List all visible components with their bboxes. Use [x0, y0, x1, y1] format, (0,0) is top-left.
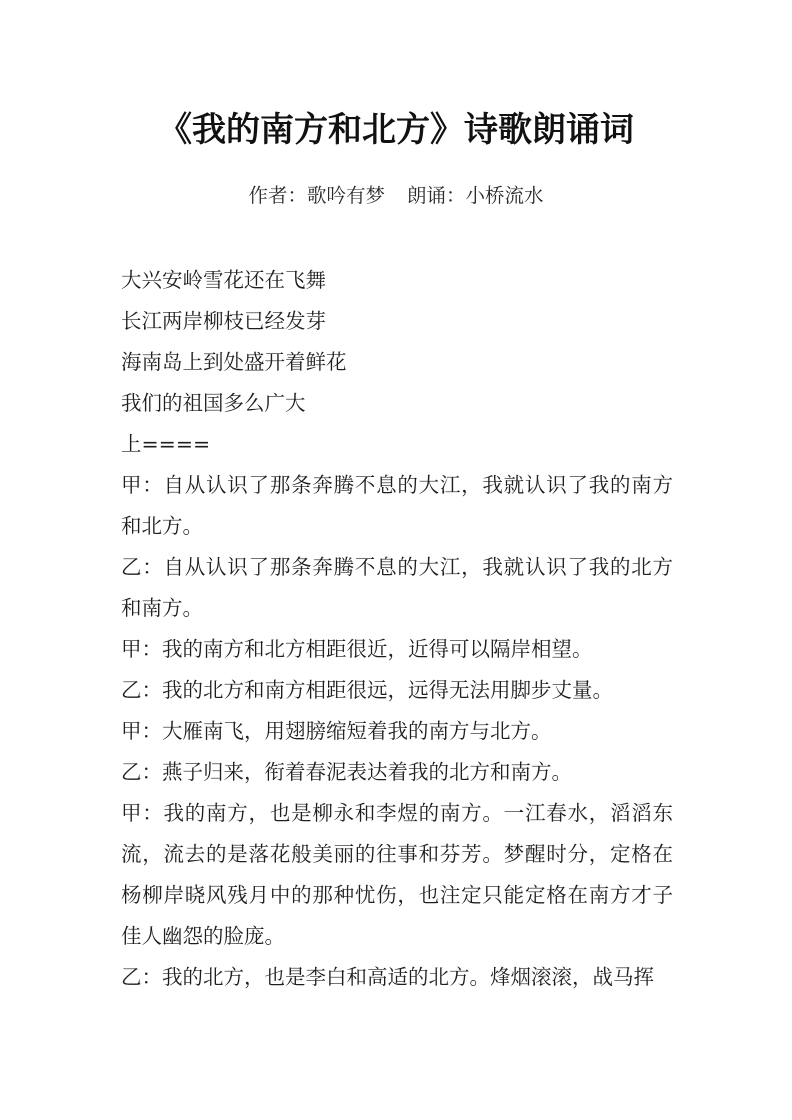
dialogue-paragraph: 甲：我的南方和北方相距很近，近得可以隔岸相望。	[121, 637, 593, 661]
section-marker: 上====	[121, 432, 211, 456]
author-name: 歌吟有梦	[306, 184, 385, 207]
document-title: 《我的南方和北方》诗歌朗诵词	[158, 110, 634, 150]
reciter-name: 小桥流水	[465, 184, 544, 207]
poem-line: 长江两岸柳枝已经发芽	[121, 309, 326, 333]
reciter-label: 朗诵：	[407, 184, 466, 207]
dialogue-paragraph: 乙：燕子归来，衔着春泥表达着我的北方和南方。	[121, 760, 572, 784]
poem-line: 大兴安岭雪花还在飞舞	[121, 268, 326, 292]
dialogue-paragraph: 乙：我的北方，也是李白和高适的北方。烽烟滚滚，战马挥	[121, 965, 654, 989]
dialogue-paragraph: 乙：自从认识了那条奔腾不息的大江，我就认识了我的北方和南方。	[121, 555, 673, 620]
dialogue-paragraph: 甲：自从认识了那条奔腾不息的大江，我就认识了我的南方和北方。	[121, 473, 673, 538]
byline	[0, 182, 792, 210]
dialogue-paragraph: 乙：我的北方和南方相距很远，远得无法用脚步丈量。	[121, 678, 613, 702]
dialogue-paragraph: 甲：大雁南飞，用翅膀缩短着我的南方与北方。	[121, 719, 552, 743]
dialogue-paragraph: 甲：我的南方，也是柳永和李煜的南方。一江春水，滔滔东流，流去的是落花般美丽的往事和芬芳。梦醒时分，定格在杨柳岸晓风残月中的那种忧伤，也注定只能定格在南方才子佳人幽怨的脸庞。	[121, 801, 673, 948]
author-label: 作者：	[248, 184, 307, 207]
document-body	[121, 260, 673, 998]
poem-line: 海南岛上到处盛开着鲜花	[121, 350, 347, 374]
poem-line: 我们的祖国多么广大	[121, 391, 306, 415]
